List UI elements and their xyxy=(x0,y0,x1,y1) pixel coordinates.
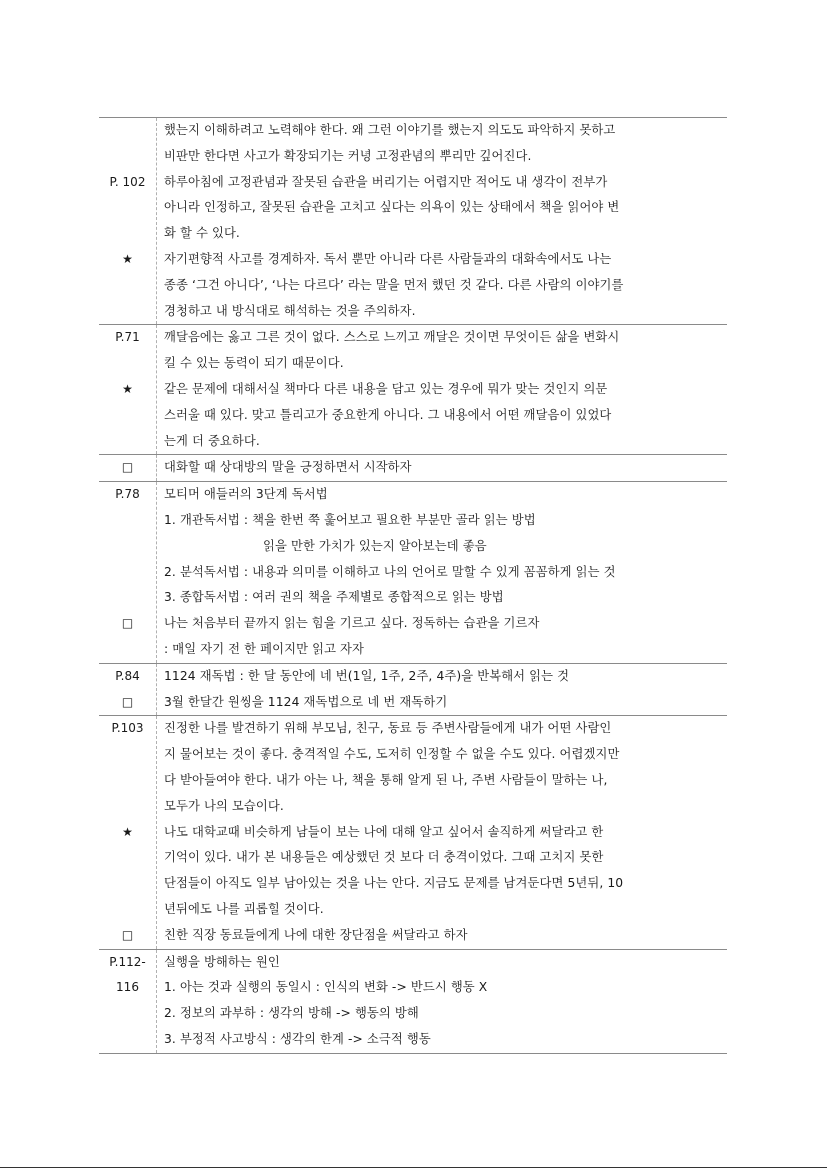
page-ref-label: 116 xyxy=(116,980,139,995)
page-ref-cell xyxy=(99,1001,156,1027)
page-ref-cell xyxy=(99,637,156,663)
note-line: 다 받아들여야 한다. 내가 아는 나, 책을 통해 알게 된 나, 주변 사람들이 말하는 나, xyxy=(164,772,608,787)
star-mark-icon: ★ xyxy=(122,251,133,266)
note-line: 경청하고 내 방식대로 해석하는 것을 주의하자. xyxy=(164,303,416,318)
note-line: 킬 수 있는 동력이 되기 때문이다. xyxy=(164,356,344,371)
note-line: 나는 처음부터 끝까지 읽는 힘을 기르고 싶다. 정독하는 습관을 기르자 xyxy=(164,616,540,631)
page-ref-cell xyxy=(99,299,156,325)
page-ref-cell xyxy=(99,118,156,144)
page-ref-column xyxy=(99,455,157,481)
list-item: 1. 개관독서법 : 책을 한번 쭉 훑어보고 필요한 부분만 골라 읽는 방법 xyxy=(164,512,536,527)
note-block-p84 xyxy=(99,664,727,717)
list-item: 1. 아는 것과 실행의 동일시 : 인식의 변화 -> 반드시 행동 X xyxy=(164,980,488,995)
note-text-column xyxy=(157,455,727,481)
page-ref-cell xyxy=(99,585,156,611)
page-ref-cell xyxy=(99,508,156,534)
page-ref-cell xyxy=(99,768,156,794)
star-mark-icon: ★ xyxy=(122,824,133,839)
page-ref-cell xyxy=(99,351,156,377)
note-line: 3월 한달간 원씽을 1124 재독법으로 네 번 재독하기 xyxy=(164,694,448,709)
note-line: 화 할 수 있다. xyxy=(164,226,240,241)
reading-notes-table xyxy=(99,117,727,1054)
page-ref-label: P.112- xyxy=(109,954,146,969)
note-line: 스러울 때 있다. 맞고 틀리고가 중요한게 아니다. 그 내용에서 어떤 깨달음이 있었다 xyxy=(164,407,612,422)
note-line: 깨달음에는 옳고 그른 것이 없다. 스스로 느끼고 깨달은 것이면 무엇이든 삶을 변화시 xyxy=(164,330,620,345)
note-line: 모두가 나의 모습이다. xyxy=(164,798,284,813)
list-item: 3. 부정적 사고방식 : 생각의 한계 -> 소극적 행동 xyxy=(164,1031,431,1046)
checkbox-icon: □ xyxy=(121,616,134,631)
page-ref-column xyxy=(99,325,157,454)
note-line: 했는지 이해하려고 노력해야 한다. 왜 그런 이야기를 했는지 의도도 파악하지 못하고 xyxy=(164,123,616,137)
note-block-p112 xyxy=(99,950,727,1054)
note-line: 비판만 한다면 사고가 확장되기는 커녕 고정관념의 뿌리만 깊어진다. xyxy=(164,148,532,163)
checkbox-icon: □ xyxy=(121,927,134,942)
note-text-column xyxy=(157,118,727,324)
note-line: 모티머 애들러의 3단계 독서법 xyxy=(164,487,328,502)
note-block-conversation xyxy=(99,455,727,482)
star-mark-icon: ★ xyxy=(122,381,133,396)
note-line: 자기편향적 사고를 경계하자. 독서 뿐만 아니라 다른 사람들과의 대화속에서도 나는 xyxy=(164,251,612,266)
page-ref-cell xyxy=(99,794,156,820)
page-ref-cell xyxy=(99,403,156,429)
list-item: 3. 종합독서법 : 여러 권의 책을 주제별로 종합적으로 읽는 방법 xyxy=(164,590,504,605)
page-ref-cell xyxy=(99,273,156,299)
page-ref-column xyxy=(99,664,157,716)
note-line: 1124 재독법 : 한 달 동안에 네 번(1일, 1주, 2주, 4주)을 반복해서 읽는 것 xyxy=(164,668,570,683)
page-ref-cell xyxy=(99,742,156,768)
note-line: 아니라 인정하고, 잘못된 습관을 고치고 싶다는 의욕이 있는 상태에서 책을 읽어야 변 xyxy=(164,200,620,215)
note-text-column xyxy=(157,325,727,454)
page-ref-column xyxy=(99,482,157,663)
page-ref-cell xyxy=(99,1027,156,1053)
note-text-column xyxy=(157,482,727,663)
page-ref-column xyxy=(99,716,157,948)
note-line: 지 물어보는 것이 좋다. 충격적일 수도, 도저히 인정할 수 없을 수도 있다. 어렵겠지만 xyxy=(164,747,620,762)
list-item: 2. 분석독서법 : 내용과 의미를 이해하고 나의 언어로 말할 수 있게 꼼꼼하게 읽는 것 xyxy=(164,564,616,579)
list-item-continuation: 읽을 만한 가치가 있는지 알아보는데 좋음 xyxy=(263,538,487,553)
note-block-p102 xyxy=(99,118,727,325)
note-line: 대화할 때 상대방의 말을 긍정하면서 시작하자 xyxy=(164,460,412,475)
note-line: 는게 더 중요하다. xyxy=(164,433,260,448)
list-item: 2. 정보의 과부하 : 생각의 방해 -> 행동의 방해 xyxy=(164,1006,419,1021)
note-line: : 매일 자기 전 한 페이지만 읽고 자자 xyxy=(164,641,365,656)
note-line: 같은 문제에 대해서실 책마다 다른 내용을 담고 있는 경우에 뭐가 맞는 것인지 의문 xyxy=(164,381,608,396)
note-line: 기억이 있다. 내가 본 내용들은 예상했던 것 보다 더 충격이었다. 그때 고치지 못한 xyxy=(164,850,604,865)
page-ref-cell xyxy=(99,144,156,170)
note-line: 하루아침에 고정관념과 잘못된 습관을 버리기는 어렵지만 적어도 내 생각이 전부가 xyxy=(164,174,608,189)
page-bottom-divider xyxy=(0,1167,827,1168)
note-line: 단점들이 아직도 일부 남아있는 것을 나는 안다. 지금도 문제를 남겨둔다면 5년뒤, 10 xyxy=(164,876,624,891)
page-ref-cell xyxy=(99,429,156,455)
page-ref-cell xyxy=(99,560,156,586)
page-ref-cell xyxy=(99,897,156,923)
note-line: 실행을 방해하는 원인 xyxy=(164,954,280,969)
checkbox-icon: □ xyxy=(121,694,134,709)
page-ref-label: P. 102 xyxy=(109,174,146,189)
note-block-p103 xyxy=(99,716,727,949)
page-ref-column xyxy=(99,950,157,1053)
page-ref-cell xyxy=(99,845,156,871)
page-ref-column xyxy=(99,118,157,324)
checkbox-icon: □ xyxy=(121,460,134,475)
page-ref-cell xyxy=(99,871,156,897)
page-ref-cell xyxy=(99,195,156,221)
note-line: 친한 직장 동료들에게 나에 대한 장단점을 써달라고 하자 xyxy=(164,927,468,942)
note-line: 종종 ‘그건 아니다’, ‘나는 다르다’ 라는 말을 먼저 했던 것 같다. 다른 사람의 이야기를 xyxy=(164,277,624,292)
page-ref-label: P.71 xyxy=(115,330,140,345)
note-block-p71 xyxy=(99,325,727,455)
note-line: 나도 대학교때 비슷하게 남들이 보는 나에 대해 알고 싶어서 솔직하게 써달라고 한 xyxy=(164,824,604,839)
note-text-column xyxy=(157,950,727,1053)
note-text-column xyxy=(157,664,727,716)
page-ref-label: P.103 xyxy=(111,721,144,736)
note-line: 진정한 나를 발견하기 위해 부모님, 친구, 동료 등 주변사람들에게 내가 어떤 사람인 xyxy=(164,721,612,736)
page-ref-cell xyxy=(99,221,156,247)
page-ref-label: P.78 xyxy=(115,487,140,502)
note-block-p78 xyxy=(99,482,727,664)
note-text-column xyxy=(157,716,727,948)
page-ref-cell xyxy=(99,534,156,560)
page-ref-label: P.84 xyxy=(115,668,140,683)
note-line: 년뒤에도 나를 괴롭힐 것이다. xyxy=(164,901,324,916)
